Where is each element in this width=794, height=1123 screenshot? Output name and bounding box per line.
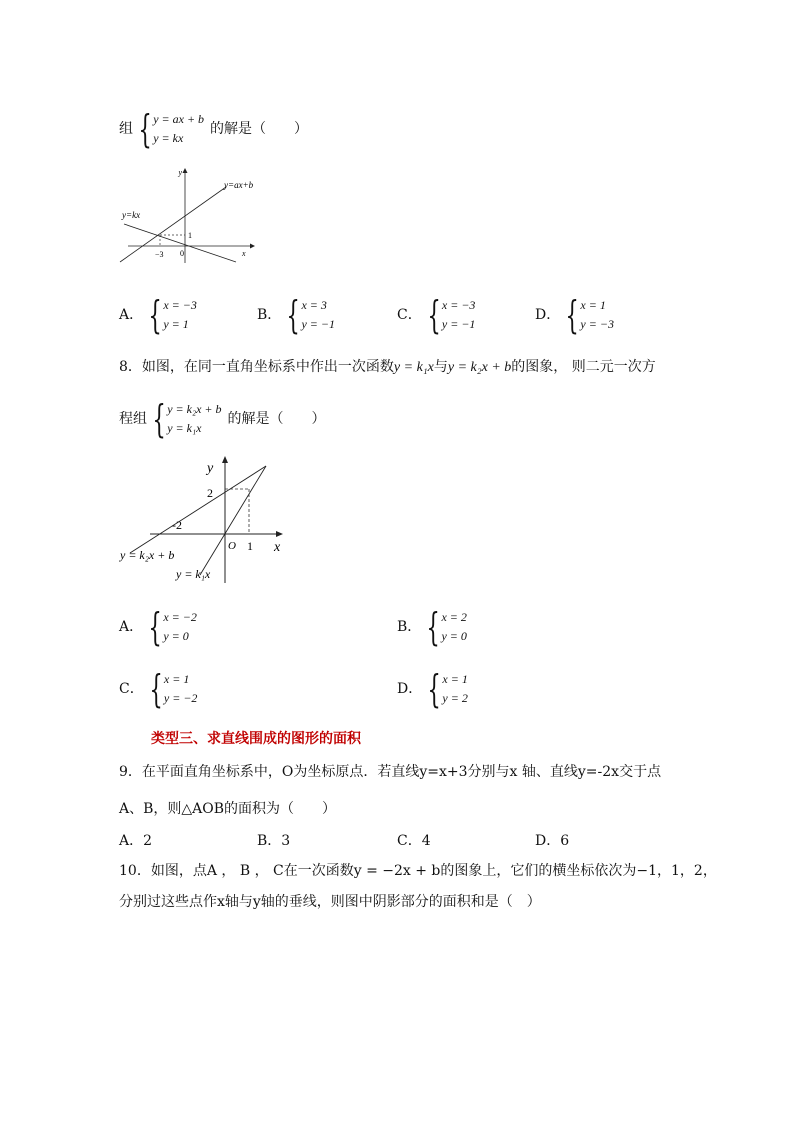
q7-stem-prefix: 组 — [119, 121, 133, 137]
q7-option-a-eq2: y = 1 — [163, 317, 189, 331]
q8-stem-suffix: 的解是（ ） — [227, 411, 326, 427]
q8-system-eq2: y = k₁x — [167, 421, 202, 435]
q8-y-arrow-icon — [222, 456, 228, 463]
q7-tick-x: −3 — [155, 250, 164, 259]
section-heading: 类型三、求直线围成的图形的面积 — [151, 731, 361, 747]
brace-icon: { — [565, 293, 579, 337]
brace-icon: { — [286, 293, 301, 337]
q8-origin: O — [228, 540, 236, 552]
q7-stem — [119, 107, 309, 151]
q8-x-label: x — [274, 540, 281, 555]
q9-stem-line1: 9．在平面直角坐标系中，O为坐标原点．若直线y=x+3分别与x 轴、直线y=-2x交于点 — [119, 764, 662, 780]
q8-option-a[interactable] — [119, 607, 197, 647]
q8-option-c-letter: C． — [119, 681, 144, 697]
brace-icon: { — [426, 605, 441, 649]
q7-option-c-eq2: y = −1 — [441, 317, 476, 331]
q9-option-a[interactable]: A．2 — [119, 833, 153, 849]
q7-line-ax-b — [120, 187, 226, 262]
q7-x-arrow-icon — [250, 244, 255, 249]
q8-text-c: 的图象， 则二元一次方 — [511, 359, 656, 375]
q8-option-d-letter: D． — [397, 681, 423, 697]
brace-icon: { — [152, 397, 166, 441]
q8-option-c-eq1: x = 1 — [163, 672, 190, 686]
q8-tick-y: 2 — [207, 486, 213, 500]
q7-option-b-letter: B． — [257, 307, 282, 323]
q7-option-a[interactable] — [119, 293, 197, 337]
brace-icon: { — [149, 667, 163, 711]
q10-stem-line2: 分别过这些点作x轴与y轴的垂线，则图中阴影部分的面积和是（ ） — [119, 894, 541, 910]
q7-tick-origin: 0 — [180, 249, 184, 258]
q7-option-a-letter: A． — [119, 307, 144, 323]
q8-fn1: y = k₁x — [393, 360, 434, 375]
q8-option-a-letter: A． — [119, 619, 144, 635]
q7-option-a-eq1: x = −3 — [163, 298, 197, 312]
q8-option-b[interactable] — [397, 607, 467, 647]
brace-icon: { — [138, 107, 152, 151]
q9-option-b[interactable]: B．3 — [257, 833, 291, 849]
q8-label-k2: y = k₂x + b — [120, 548, 175, 562]
brace-icon: { — [148, 293, 162, 337]
q8-option-c-eq2: y = −2 — [163, 691, 198, 705]
q8-stem-line1 — [119, 358, 656, 377]
q8-text-a: 8．如图，在同一直角坐标系中作出一次函数 — [119, 359, 394, 375]
q8-text-b: 与 — [433, 359, 448, 375]
q7-tick-y: 1 — [188, 231, 192, 240]
q7-option-c[interactable] — [397, 293, 476, 337]
q7-option-b-eq2: y = −1 — [301, 317, 336, 331]
q8-option-d-eq2: y = 2 — [442, 691, 468, 705]
q7-option-d-letter: D． — [535, 307, 561, 323]
q8-stem-line2 — [119, 399, 326, 439]
q8-tick-x: 1 — [247, 539, 253, 553]
q8-system-eq1: y = k₂x + b — [167, 402, 222, 416]
q8-fn2: y = k₂x + b — [447, 360, 512, 375]
q8-option-d-eq1: x = 1 — [442, 672, 468, 686]
q8-y-label: y — [207, 461, 214, 476]
q8-graph — [116, 455, 296, 587]
q8-option-a-eq2: y = 0 — [163, 629, 189, 643]
q9-option-d[interactable]: D．6 — [535, 833, 570, 849]
q7-y-arrow-icon — [183, 168, 188, 173]
q7-option-d[interactable] — [535, 293, 614, 337]
q9-option-c[interactable]: C．4 — [397, 833, 431, 849]
q7-system — [133, 107, 205, 151]
q8-x-arrow-icon — [276, 531, 283, 537]
q7-system-eq2: y = kx — [153, 131, 184, 145]
q7-stem-suffix: 的解是（ ） — [210, 121, 309, 137]
q7-y-label: y — [178, 168, 182, 177]
q7-system-eq1: y = ax + b — [153, 112, 205, 126]
q7-label-kx: y=kx — [122, 210, 141, 220]
q7-label-ax-b: y=ax+b — [224, 180, 254, 190]
q9-stem-line2: A、B，则△AOB的面积为（ ） — [119, 801, 337, 817]
q7-graph — [118, 165, 268, 265]
q8-option-c[interactable] — [119, 669, 197, 709]
q8-option-b-eq2: y = 0 — [441, 629, 467, 643]
q7-option-b-eq1: x = 3 — [301, 298, 327, 312]
q7-option-c-letter: C． — [397, 307, 422, 323]
q8-label-k1: y = k₁x — [176, 567, 211, 581]
q10-stem-line1: 10．如图，点A ， B ， C在一次函数y = −2x + b的图象上，它们的横坐标依次为−1，1，2， — [119, 863, 717, 879]
q8-line-k2 — [130, 466, 266, 553]
q7-option-d-eq1: x = 1 — [580, 298, 606, 312]
q7-option-c-eq1: x = −3 — [441, 298, 476, 312]
q8-stem-prefix: 程组 — [119, 411, 147, 427]
q8-option-b-eq1: x = 2 — [441, 610, 467, 624]
q8-tick-neg: -2 — [172, 518, 182, 532]
q8-option-b-letter: B． — [397, 619, 422, 635]
q7-option-d-eq2: y = −3 — [580, 317, 614, 331]
q8-line-k1 — [200, 466, 266, 575]
q7-x-label: x — [242, 249, 246, 258]
q7-option-b[interactable] — [257, 293, 336, 337]
brace-icon: { — [148, 605, 162, 649]
brace-icon: { — [427, 667, 441, 711]
brace-icon: { — [427, 293, 441, 337]
q8-option-a-eq1: x = −2 — [163, 610, 197, 624]
q8-option-d[interactable] — [397, 669, 468, 709]
